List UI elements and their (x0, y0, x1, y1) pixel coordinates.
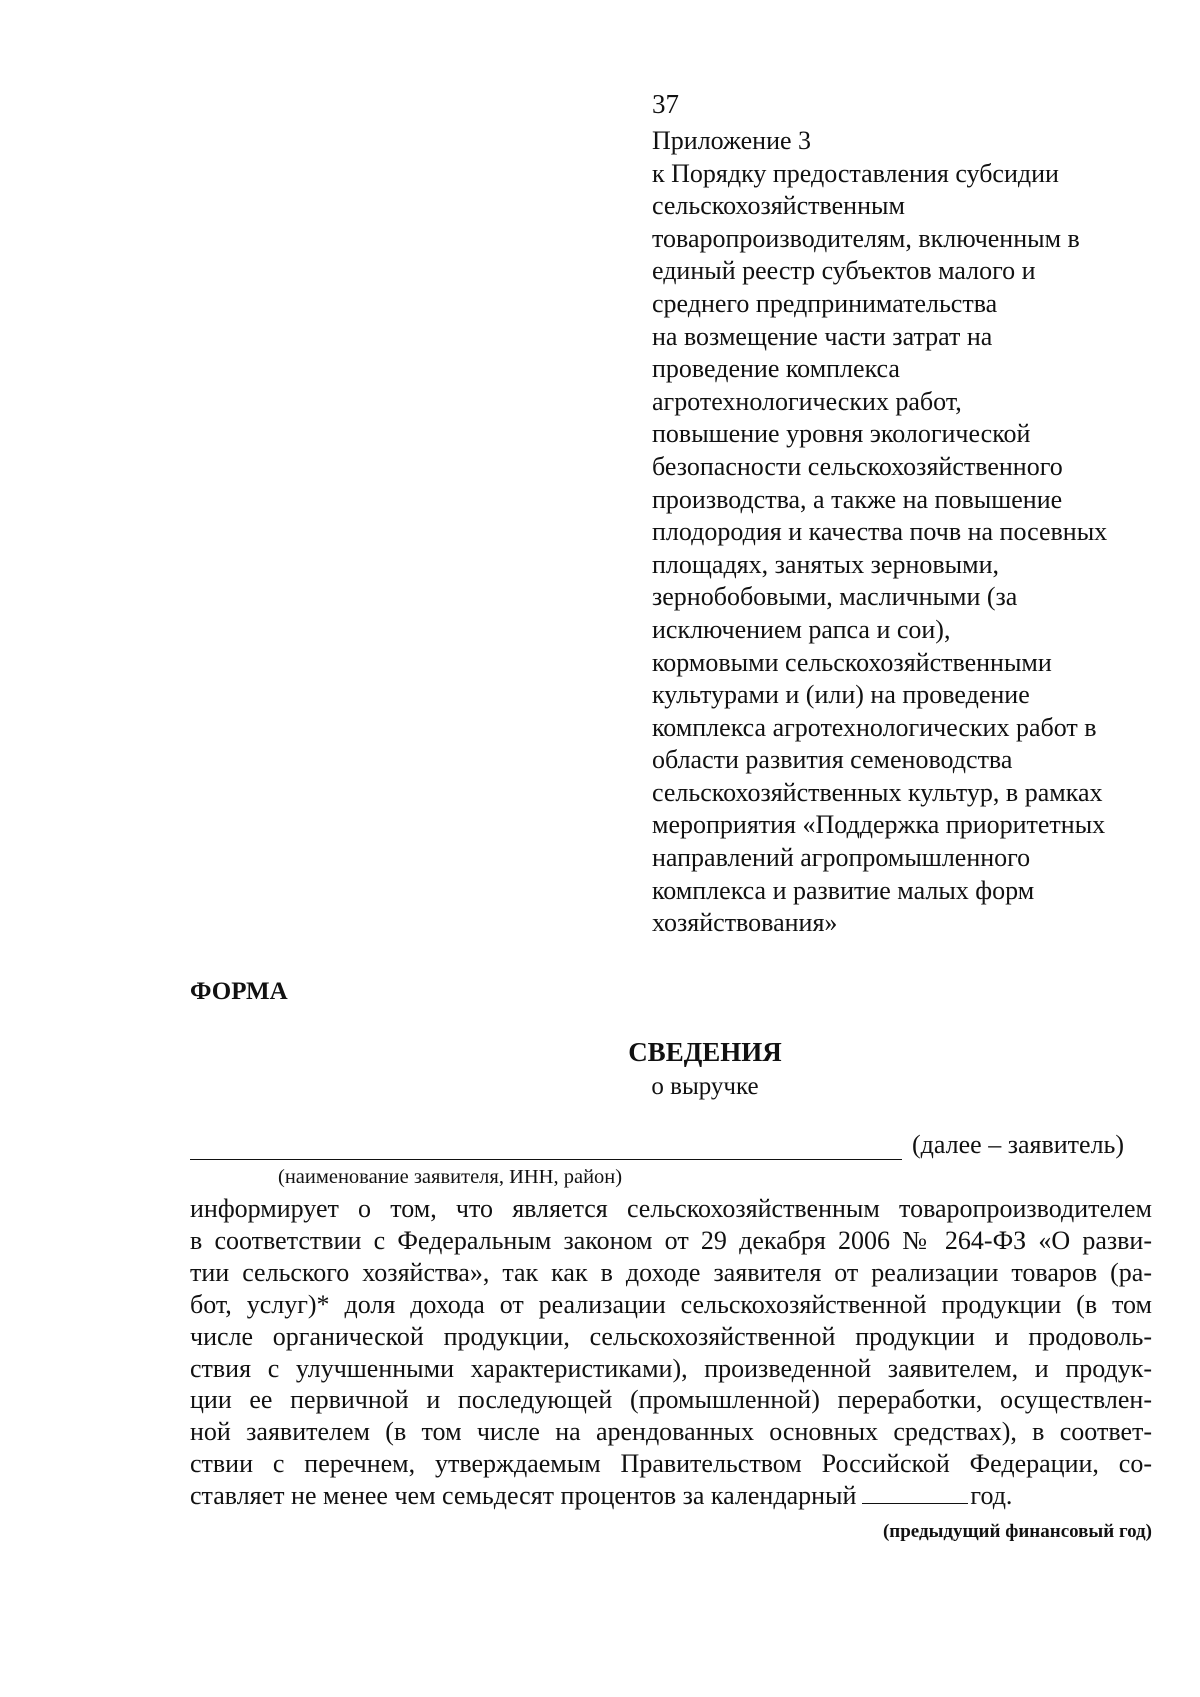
body-line: в соответствии с Федеральным законом от 29 декабря 2006 № 264-ФЗ «О разви- (190, 1225, 1152, 1255)
appendix-line: агротехнологических работ, (652, 386, 962, 416)
appendix-line: комплекса и развитие малых форм (652, 875, 1035, 905)
body-line: ствии с перечнем, утверждаемым Правительством Российской Федерации, со- (190, 1449, 1152, 1479)
appendix-line: проведение комплекса (652, 354, 900, 384)
document-subtitle: о выручке (651, 1073, 759, 1100)
body-line: бот, услуг)* доля дохода от реализации сельскохозяйственной продукции (в том (190, 1289, 1152, 1319)
appendix-line: культурами и (или) на проведение (652, 680, 1030, 710)
appendix-line: товаропроизводителям, включенным в (652, 223, 1080, 253)
body-line: ной заявителем (в том числе на арендованных основных средствах), в соответ- (190, 1417, 1152, 1447)
appendix-line: безопасности сельскохозяйственного (652, 451, 1063, 481)
appendix-line: хозяйствования» (652, 908, 838, 938)
applicant-hint: (наименование заявителя, ИНН, район) (278, 1166, 623, 1188)
appendix-line: сельскохозяйственным (652, 191, 905, 221)
appendix-line: Приложение 3 (652, 126, 812, 155)
body-last-line (190, 1480, 1152, 1512)
body-line: информирует о том, что является сельскохозяйственным товаропроизводителем (190, 1194, 1152, 1223)
appendix-line: мероприятия «Поддержка приоритетных (652, 810, 1106, 840)
appendix-line: кормовыми сельскохозяйственными (652, 647, 1052, 677)
appendix-line: среднего предпринимательства (652, 288, 998, 318)
applicant-row (190, 1129, 1150, 1165)
applicant-name-blank[interactable] (190, 1159, 902, 1160)
body-paragraph (190, 1193, 1152, 1512)
appendix-line: к Порядку предоставления субсидии (652, 158, 1059, 188)
body-last-line-text: ставляет не менее чем семьдесят процентов за календарный (190, 1481, 857, 1511)
appendix-line: производства, а также на повышение (652, 484, 1063, 514)
appendix-header (652, 125, 1172, 940)
appendix-line: площадях, занятых зерновыми, (652, 549, 999, 579)
body-line: ствия с улучшенными характеристиками), произведенной заявителем, и продук- (190, 1353, 1152, 1383)
appendix-line: сельскохозяйственных культур, в рамках (652, 777, 1103, 807)
appendix-line: на возмещение части затрат на (652, 321, 993, 351)
appendix-line: исключением рапса и сои), (652, 614, 951, 644)
year-hint: (предыдущий финансовый год) (882, 1521, 1152, 1542)
body-line: ции ее первичной и последующей (промышленной) переработки, осуществлен- (190, 1385, 1152, 1415)
year-blank[interactable] (862, 1481, 968, 1504)
appendix-line: области развития семеноводства (652, 745, 1013, 775)
appendix-line: плодородия и качества почв на посевных (652, 517, 1108, 547)
body-line: тии сельского хозяйства», так как в доходе заявителя от реализации товаров (ра- (190, 1257, 1152, 1287)
document-title: СВЕДЕНИЯ (628, 1037, 782, 1067)
appendix-line: повышение уровня экологической (652, 419, 1031, 449)
appendix-line: комплекса агротехнологических работ в (652, 712, 1097, 742)
body-line: числе органической продукции, сельскохозяйственной продукции и продоволь- (190, 1321, 1152, 1351)
applicant-suffix: (далее – заявитель) (912, 1130, 1125, 1159)
body-last-line-end: год. (970, 1481, 1013, 1511)
page-number: 37 (652, 89, 679, 119)
appendix-line: направлений агропромышленного (652, 843, 1031, 873)
appendix-line: единый реестр субъектов малого и (652, 256, 1036, 286)
appendix-line: зернобобовыми, масличными (за (652, 582, 1018, 612)
form-label: ФОРМА (190, 978, 288, 1005)
